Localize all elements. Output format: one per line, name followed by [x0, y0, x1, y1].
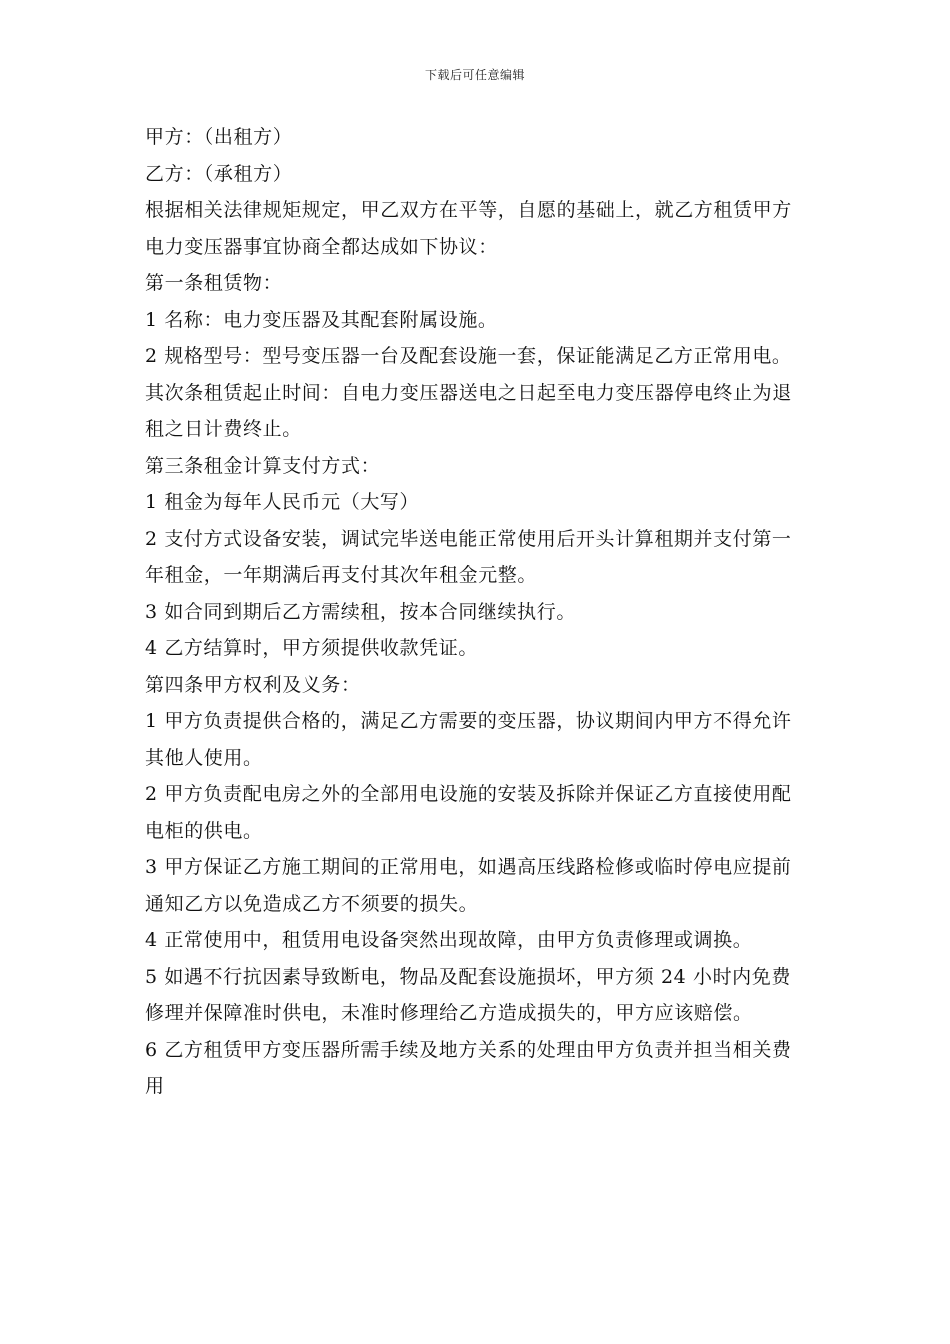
party-a-line: 甲方：（出租方） [145, 126, 293, 148]
page-header: 下载后可任意编辑 [424, 68, 525, 82]
document-body [145, 119, 810, 1105]
article-3-item-4: 4 乙方结算时，甲方须提供收款凭证。 [145, 637, 478, 659]
article-1-heading: 第一条租赁物： [145, 272, 283, 294]
article-1-item-1: 1 名称：电力变压器及其配套附属设施。 [145, 308, 498, 331]
article-3-item-3: 3 如合同到期后乙方需续租，按本合同继续执行。 [145, 600, 576, 623]
article-2-paragraph: 其次条租赁起止时间：自电力变压器送电之日起至电力变压器停电终止为退租之日计费终止。 [145, 381, 792, 440]
article-4-heading: 第四条甲方权利及义务： [145, 673, 361, 696]
article-4-item-6: 6 乙方租赁甲方变压器所需手续及地方关系的处理由甲方负责并担当相关费用 [145, 1038, 792, 1097]
article-4-item-1: 1 甲方负责提供合格的，满足乙方需要的变压器，协议期间内甲方不得允许其他人使用。 [145, 710, 792, 769]
article-4-item-5: 5 如遇不行抗因素导致断电，物品及配套设施损坏，甲方须 24 小时内免费修理并保障准时供电，未准时修理给乙方造成损失的，甲方应该赔偿。 [145, 965, 791, 1024]
article-4-item-2: 2 甲方负责配电房之外的全部用电设施的安装及拆除并保证乙方直接使用配电柜的供电。 [145, 783, 792, 842]
article-3-heading: 第三条租金计算支付方式： [145, 454, 381, 477]
article-4-item-3: 3 甲方保证乙方施工期间的正常用电，如遇高压线路检修或临时停电应提前通知乙方以免造成乙方不须要的损失。 [145, 856, 792, 915]
article-3-item-2: 2 支付方式设备安装，调试完毕送电能正常使用后开头计算租期并支付第一年租金，一年期满后再支付其次年租金元整。 [145, 527, 792, 586]
article-3-item-1: 1 租金为每年人民币元（大写） [145, 491, 420, 513]
article-4-item-4: 4 正常使用中，租赁用电设备突然出现故障，由甲方负责修理或调换。 [145, 929, 753, 951]
preamble-paragraph: 根据相关法律规矩规定，甲乙双方在平等，自愿的基础上，就乙方租赁甲方电力变压器事宜协商全都达成如下协议： [145, 199, 792, 258]
article-1-item-2: 2 规格型号：型号变压器一台及配套设施一套，保证能满足乙方正常用电。 [145, 345, 792, 367]
party-b-line: 乙方：（承租方） [145, 162, 293, 185]
